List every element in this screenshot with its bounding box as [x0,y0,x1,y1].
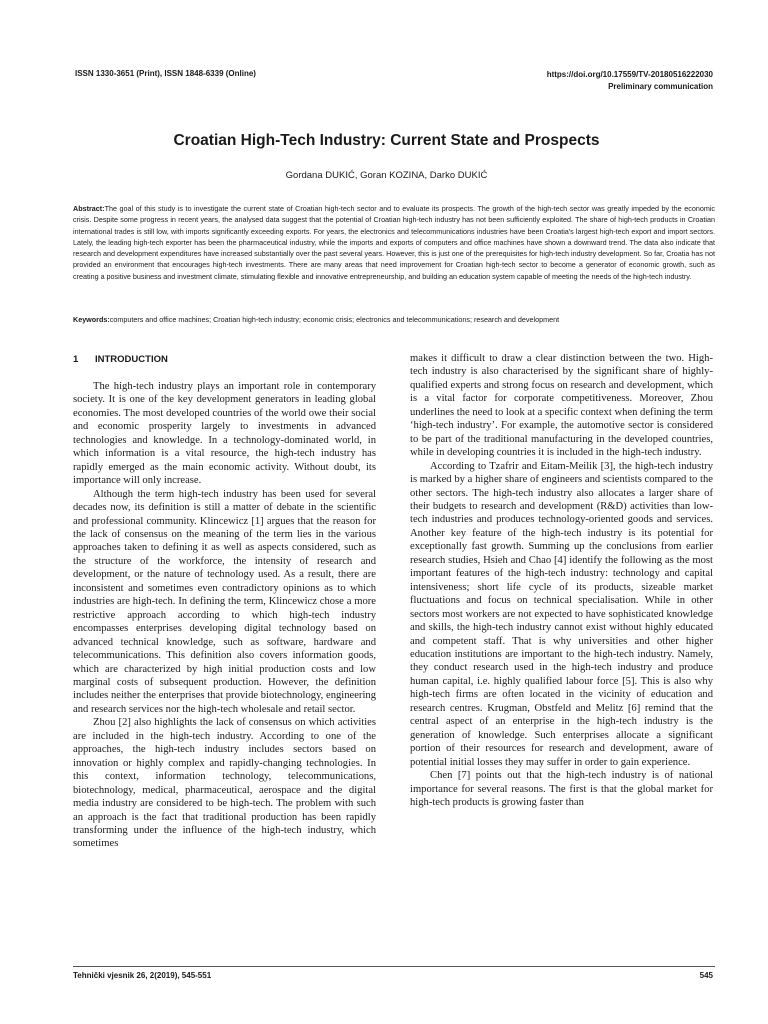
section-heading [73,354,168,365]
doi-link[interactable]: https://doi.org/10.17559/TV-20180516222030 [546,70,713,79]
abstract [73,203,715,282]
body-paragraph: The high-tech industry plays an important role in contemporary society. It is one of the key development generators in leading global economies. The most developed countries of the world owe their social and economic prosperity largely to investments in advanced technologies and knowledge. In a technology-dominated world, in which information is a vital resource, the high-tech industry has rapidly emerged as the main economic activity. Without doubt, its importance will only increase. [73,381,376,487]
abstract-label: Abstract: [73,204,105,213]
body-paragraph: Chen [7] points out that the high-tech industry is of national importance for several reasons. The first is that the global market for high-tech products is growing faster than [410,770,713,808]
journal-citation: Tehnički vjesnik 26, 2(2019), 545-551 [73,971,212,980]
body-paragraph: Although the term high-tech industry has been used for several decades now, its definition is still a matter of debate in the scientific and professional community. Klincewicz [1] argues that the reason for the lack of consensus on the meaning of the term lies in the various approaches taken to defining it as well as aspects considered, such as the structure of the workforce, the intensity of research and development, or the nature of technology used. As a result, there are inconsistent and sometimes even contradictory opinions as to which industries are high-tech. In defining the term, Klincewicz chose a more restrictive approach according to which high-tech industry encompasses enterprises developing digital technology based on advanced technical knowledge, such as software, hardware and telecommunications. This definition also covers information goods, which are characterized by high initial production costs and low marginal costs of subsequent production. However, the definition includes neither the enterprises that provide biotechnology, engineering and research services nor the high-tech wholesale and retail sector. [73,488,376,715]
abstract-text: The goal of this study is to investigate the current state of Croatian high-tech sector and to evaluate its prospects. The growth of the high-tech sector was greatly impeded by the economic crisis. Despite some progress in recent years, the analysed data suggest that the potential of Croatian high-tech industry has not been sufficiently exploited. The share of high-tech products in Croatian international trades is still low, with imports significantly exceeding exports. For years, the electronics and telecommunications industries have been Croatia's largest high-tech export and import sectors. Lately, the leading high-tech exporter has been the pharmaceutical industry, while the imports and exports of computers and office machines have shown a downward trend. The data also indicate that research and development expenditures have increased substantially over the past several years. However, this is just one of the prerequisites for high-tech industry development. So far, Croatia has not provided an environment that encourages high-tech investments. There are many areas that need improvement for Croatian high-tech sector to become a generator of economic growth, such as creating a positive business and investment climate, stimulating flexible and innovative entrepreneurship, and building an education system capable of meeting the needs of the high-tech industry. [73,204,715,281]
page-number: 545 [699,971,713,980]
paper-title: Croatian High-Tech Industry: Current State and Prospects [173,132,600,149]
left-column [73,380,376,851]
issn-header: ISSN 1330-3651 (Print), ISSN 1848-6339 (Online) [75,69,256,78]
section-number: 1 [73,354,79,365]
footer-rule [73,966,715,967]
doi-header [547,69,713,93]
article-type: Preliminary communication [608,82,713,91]
keywords-label: Keywords: [73,315,110,324]
keywords-text: computers and office machines; Croatian high-tech industry; economic crisis; electronics and telecommunications; research and development [109,315,560,324]
author-list: Gordana DUKIĆ, Goran KOZINA, Darko DUKIĆ [285,170,488,181]
body-paragraph: According to Tzafrir and Eitam-Meilik [3], the high-tech industry is marked by a higher share of engineers and scientists compared to the other sectors. The high-tech industry also allocates a larger share of their budgets to research and development (R&D) activities than low-tech industries and produces technology-oriented goods and services. Another key feature of the high-tech industry is its potential for exceptionally fast growth. Summing up the conclusions from earlier research studies, Hsieh and Chao [4] identify the following as the most important features of the high-tech industry: technology and capital intensiveness; short life cycle of its products, sizeable market fluctuations and focus on technical specialisation. While in other sectors most workers are not expected to have sophisticated knowledge and skills, the high-tech industry cannot exist without highly educated and competent staff. That is why universities and other higher education institutions are important to the high-tech industry. Namely, they conduct research used in the high-tech industry and produce human capital, i.e. highly qualified labour force [5]. This is also why high-tech firms are often located in the vicinity of education and research centres. Krugman, Obstfeld and Melitz [6] remind that the central aspect of an enterprise in the high-tech industry is the generation of knowledge. Such enterprises allocate a significant portion of their resources for research and development, aware of potential initial losses they may suffer in order to gain experience. [410,460,713,768]
body-paragraph: Zhou [2] also highlights the lack of consensus on which activities are included in the high-tech industry. According to one of the approaches, the high-tech industry includes sectors based on innovation or highly complex and rapidly-changing technologies. In this context, information technology, telecommunications, biotechnology, medical, pharmaceutical, aerospace and the digital media industry are considered to be high-tech. The problem with such an approach is the fact that traditional production has been rapidly transforming under the influence of the high-tech industry, which sometimes [73,717,376,850]
keywords [73,314,715,325]
section-title: INTRODUCTION [95,354,168,365]
right-column [410,352,713,809]
body-paragraph: makes it difficult to draw a clear distinction between the two. High-tech industry is also characterised by the significant share of highly-qualified experts and strong focus on research and development, which is a vital factor for corporate competitiveness. Moreover, Zhou underlines the need to look at a specific context when defining the term ‘high-tech industry’. For example, the automotive sector is considered to be part of the traditional manufacturing in the developed countries, while in developing countries it is included in the high-tech industry. [410,353,713,459]
